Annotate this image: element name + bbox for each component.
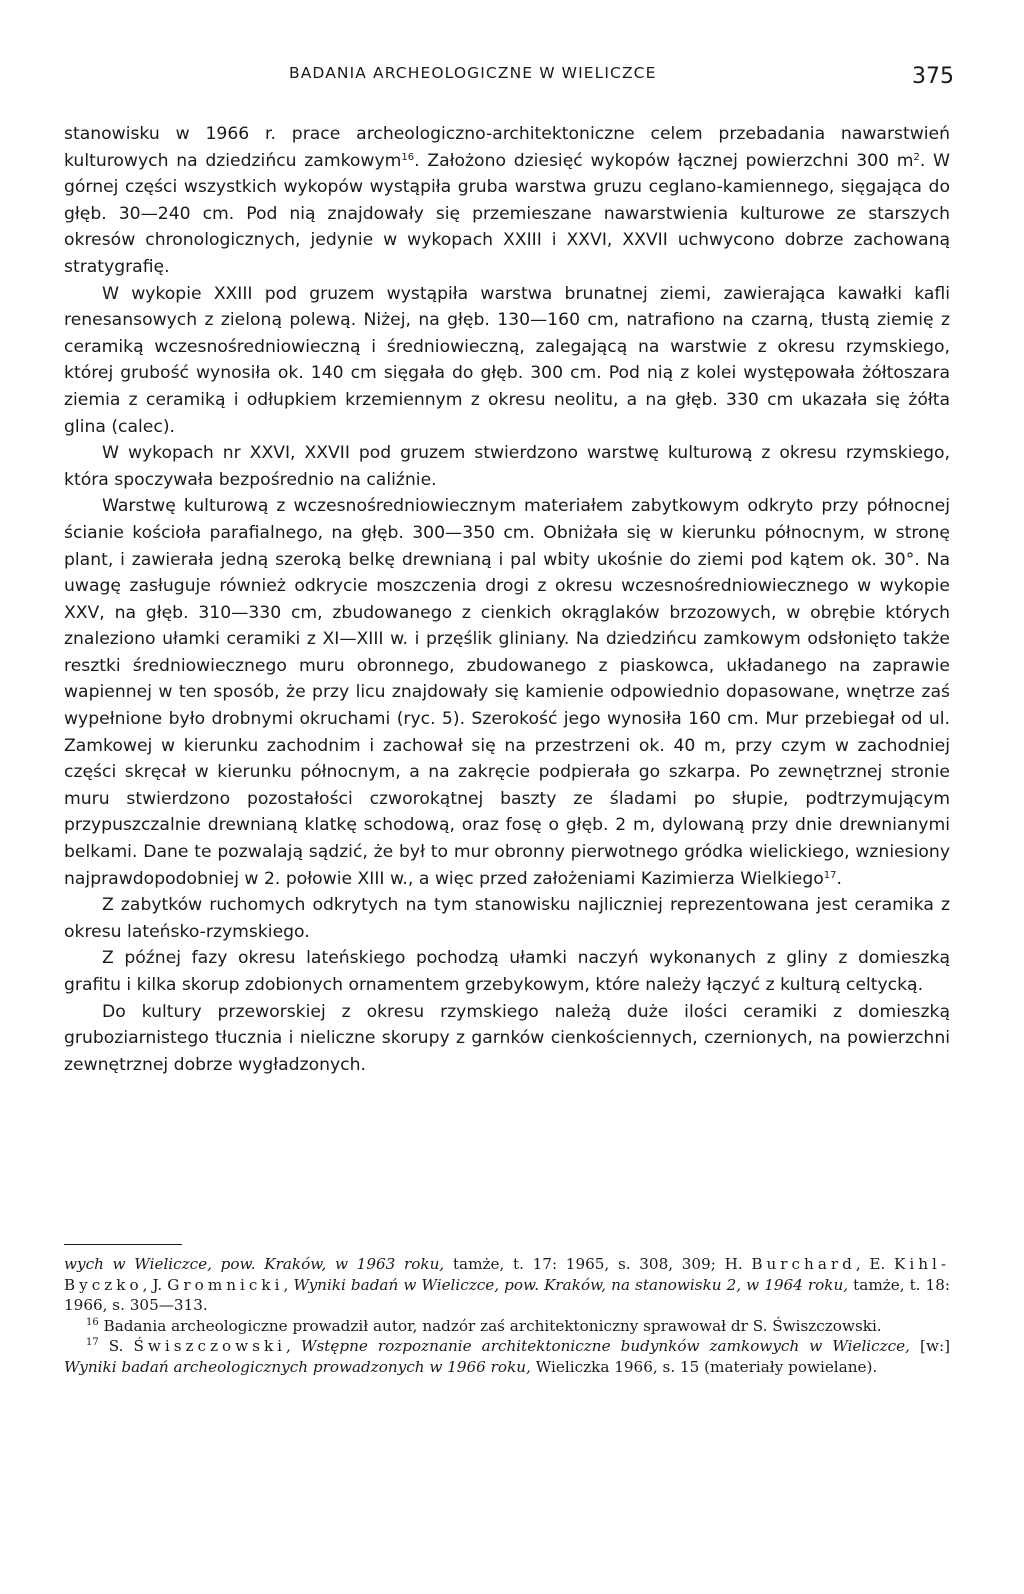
- paragraph-4-text: Warstwę kulturową z wczesnośredniowiecznym materiałem zabytkowym odkryto przy północnej ścianie kościoła parafialnego, na głęb. 300—350 cm. Obniżała się w kierunku północnym, w stronę plant, i zawierała jedną szeroką belkę drewnianą i pal wbity ukośnie do ziemi pod kątem ok. 30°. Na uwagę zasługuje również odkrycie moszczenia drogi z okresu wczesnośredniowiecznego w wykopie XXV, na głęb. 310—330 cm, zbudowanego z cienkich okrąglaków brzozowych, w obrębie których znaleziono ułamki ceramiki z XI—XIII w. i przęślik gliniany. Na dziedzińcu zamkowym odsłonięto także resztki średniowiecznego muru obronnego, zbudowanego z piaskowca, układanego na zaprawie wapiennej w ten sposób, że przy licu znajdowały się kamienie odpowiednio dopasowane, wnętrze zaś wypełnione było drobnymi okruchami (ryc. 5). Szerokość jego wynosiła 160 cm. Mur przebiegał od ul. Zamkowej w kierunku zachodnim i zachował się na przestrzeni ok. 40 m, przy czym w zachodniej części skręcał w kierunku północnym, a na zakręcie podpierała go szkarpa. Po zewnętrznej stronie muru stwierdzono pozostałości czworokątnej baszty ze śladami po słupie, podtrzymującym przypuszczalnie drewnianą klatkę schodową, oraz fosę o głęb. 2 m, dylowaną przy dnie drewnianymi belkami. Dane te pozwalają sądzić, że był to mur obronny pierwotnego gródka wielickiego, wzniesiony najprawdopodobniej w 2. połowie XIII w., a więc przed założeniami Kazimierza Wielkiego: [64, 496, 950, 889]
- footnote-ref-17: 17: [823, 869, 837, 881]
- footnote-ref-16: 16: [401, 151, 415, 163]
- paragraph-4: [64, 493, 950, 892]
- footnote-text: [w:]: [910, 1337, 950, 1356]
- footnote-text: Badania archeologiczne prowadził autor, nadzór zaś architektoniczny sprawował dr S. Świszczowski.: [98, 1316, 882, 1335]
- footnote-title: Wyniki badań archeologicznych prowadzonych w 1966 roku,: [64, 1357, 531, 1376]
- page-number: 375: [912, 64, 954, 89]
- footnote-text: S.: [98, 1337, 134, 1356]
- footnote-text: ,: [283, 1275, 294, 1294]
- footnote-17: [64, 1336, 950, 1377]
- paragraph-4-end: .: [836, 868, 842, 889]
- footnote-text: , E.: [855, 1255, 895, 1273]
- paragraph-6: Z późnej fazy okresu lateńskiego pochodzą ułamki naczyń wykonanych z gliny z domieszką grafitu i kilka skorup zdobionych ornamentem grzebykowym, które należy łączyć z kulturą celtycką.: [64, 948, 950, 995]
- footnote-author: Burchard: [751, 1255, 856, 1273]
- paragraph-1-text-c: . W górnej części wszystkich wykopów wystąpiła gruba warstwa gruzu ceglano-kamiennego, sięgająca do głęb. 30—240 cm. Pod nią znajdowały się przemieszane nawarstwienia kulturowe ze starszych okresów chronologicznych, jedynie w wykopach XXIII i XXVI, XXVII uchwycono dobrze zachowaną stratygrafię.: [64, 150, 951, 277]
- footnote-divider: [64, 1244, 182, 1245]
- footnote-15-continued: [64, 1254, 950, 1316]
- page-header: [64, 60, 954, 100]
- paragraph-3: W wykopach nr XXVI, XXVII pod gruzem stwierdzono warstwę kulturową z okresu rzymskiego, która spoczywała bezpośrednio na caliźnie.: [64, 443, 950, 490]
- footnote-text: ,: [286, 1337, 301, 1356]
- footnote-title: Wstępne rozpoznanie architektoniczne budynków zamkowych w Wieliczce,: [300, 1337, 910, 1356]
- paragraph-1-text-b: . Założono dziesięć wykopów łącznej powierzchni 300 m: [414, 150, 914, 171]
- superscript-square: 2: [913, 151, 920, 163]
- footnote-16: [64, 1316, 950, 1337]
- footnote-text: , J.: [142, 1275, 168, 1294]
- footnote-number: 16: [86, 1316, 99, 1328]
- main-text: [64, 121, 950, 1078]
- paragraph-5: Z zabytków ruchomych odkrytych na tym stanowisku najliczniej reprezentowana jest ceramika z okresu lateńsko-rzymskiego.: [64, 895, 950, 942]
- footnote-number: 17: [86, 1337, 99, 1349]
- paragraph-7: Do kultury przeworskiej z okresu rzymskiego należą duże ilości ceramiki z domieszką gruboziarnistego tłucznia i nieliczne skorupy z garnków cienkościennych, czernionych, na powierzchni zewnętrznej dobrze wygładzonych.: [64, 1001, 950, 1075]
- footnote-title: wych w Wieliczce, pow. Kraków, w 1963 roku,: [64, 1255, 445, 1273]
- footnote-author: Kihl-Byczko: [64, 1255, 950, 1294]
- footnote-author: Świszczowski: [133, 1337, 287, 1356]
- paragraph-1-text: stanowisku w 1966 r. prace archeologiczno-architektoniczne celem przebadania nawarstwień kulturowych na dziedzińcu zamkowym: [64, 124, 950, 171]
- running-title: BADANIA ARCHEOLOGICZNE W WIELICZCE: [289, 64, 657, 82]
- footnote-author: Gromnicki: [167, 1275, 284, 1294]
- paragraph-2: W wykopie XXIII pod gruzem wystąpiła warstwa brunatnej ziemi, zawierająca kawałki kafli renesansowych z zieloną polewą. Niżej, na głęb. 130—160 cm, natrafiono na czarną, tłustą ziemię z ceramiką wczesnośredniowieczną i średniowieczną, zalegającą na warstwie z okresu rzymskiego, której grubość wynosiła ok. 140 cm sięgała do głęb. 300 cm. Pod nią z kolei występowała żółtoszara ziemia z ceramiką i odłupkiem krzemiennym z okresu neolitu, a na głęb. 330 cm ukazała się żółta glina (calec).: [64, 283, 950, 437]
- paragraph-1: [64, 121, 950, 281]
- footnotes: [64, 1254, 950, 1378]
- footnote-title: Wyniki badań w Wieliczce, pow. Kraków, na stanowisku 2, w 1964 roku,: [293, 1275, 849, 1294]
- footnote-text: tamże, t. 17: 1965, s. 308, 309; H.: [444, 1255, 752, 1273]
- footnote-text: tamże, t. 18: 1966, s. 305—313.: [64, 1275, 951, 1315]
- footnote-text: Wieliczka 1966, s. 15 (materiały powielane).: [530, 1357, 878, 1376]
